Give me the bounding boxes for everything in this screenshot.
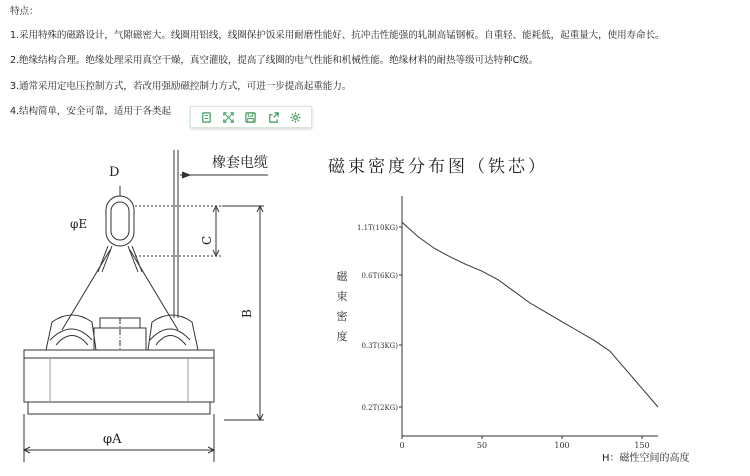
cable-label: 橡套电缆 xyxy=(212,155,268,171)
magnet-diagram xyxy=(24,150,268,462)
x-tick-label: 0 xyxy=(399,441,405,450)
x-axis-label: H：磁性空间的高度 xyxy=(602,453,690,464)
x-tick-label: 100 xyxy=(554,441,570,450)
feature-line-1: 1.采用特殊的磁路设计，气隙磁密大。线圈用铝线，线圈保护饭采用耐磨性能好、抗冲击性能强的轧制高锰钢板。自重轻、能耗低，起重量大，使用寿命长。 xyxy=(10,30,665,41)
product-figure xyxy=(0,130,750,476)
label-C: C xyxy=(200,235,214,245)
feature-line-2: 2.绝缘结构合理。绝缘处理采用真空干燥，真空灌胶，提高了线圈的电气性能和机械性能。绝缘材料的耐热等级可达特种C级。 xyxy=(10,55,539,66)
y-tick-label: 0.3T(3KG) xyxy=(361,342,398,350)
y-axis-label-char: 束 xyxy=(336,290,348,303)
image-toolbar xyxy=(190,106,312,128)
y-tick-label: 0.2T(2KG) xyxy=(361,404,398,412)
label-phiA: φA xyxy=(103,432,122,447)
y-tick-label: 0.6T(6KG) xyxy=(361,272,398,280)
label-B: B xyxy=(240,309,254,318)
y-tick-label: 1.1T(10KG) xyxy=(357,224,398,232)
save-icon[interactable] xyxy=(243,109,259,125)
label-phiE: φE xyxy=(70,217,88,231)
y-axis-label-char: 密 xyxy=(336,310,348,323)
y-tick-labels xyxy=(357,224,402,412)
copy-icon[interactable] xyxy=(198,109,214,125)
feature-heading: 特点： xyxy=(10,6,39,17)
feature-line-3: 3.通常采用定电压控制方式，若改用强励磁控制力方式，可进一步提高起重能力。 xyxy=(10,81,352,92)
expand-icon[interactable] xyxy=(221,109,237,125)
y-axis-label-char: 度 xyxy=(336,330,348,343)
chart-title: 磁束密度分布图（铁芯） xyxy=(328,157,548,177)
share-icon[interactable] xyxy=(265,109,281,125)
settings-icon[interactable] xyxy=(288,109,304,125)
x-tick-labels xyxy=(399,436,649,450)
x-tick-label: 150 xyxy=(634,441,650,450)
chart-axes xyxy=(402,196,658,436)
label-D: D xyxy=(109,165,120,180)
feature-line-4: 4.结构简单，安全可靠，适用于各类起 xyxy=(10,106,171,117)
flux-density-chart xyxy=(328,157,690,464)
flux-curve xyxy=(402,222,658,407)
x-tick-label: 50 xyxy=(476,441,488,450)
y-axis-label-char: 磁 xyxy=(336,270,348,283)
y-axis-label xyxy=(337,269,349,343)
